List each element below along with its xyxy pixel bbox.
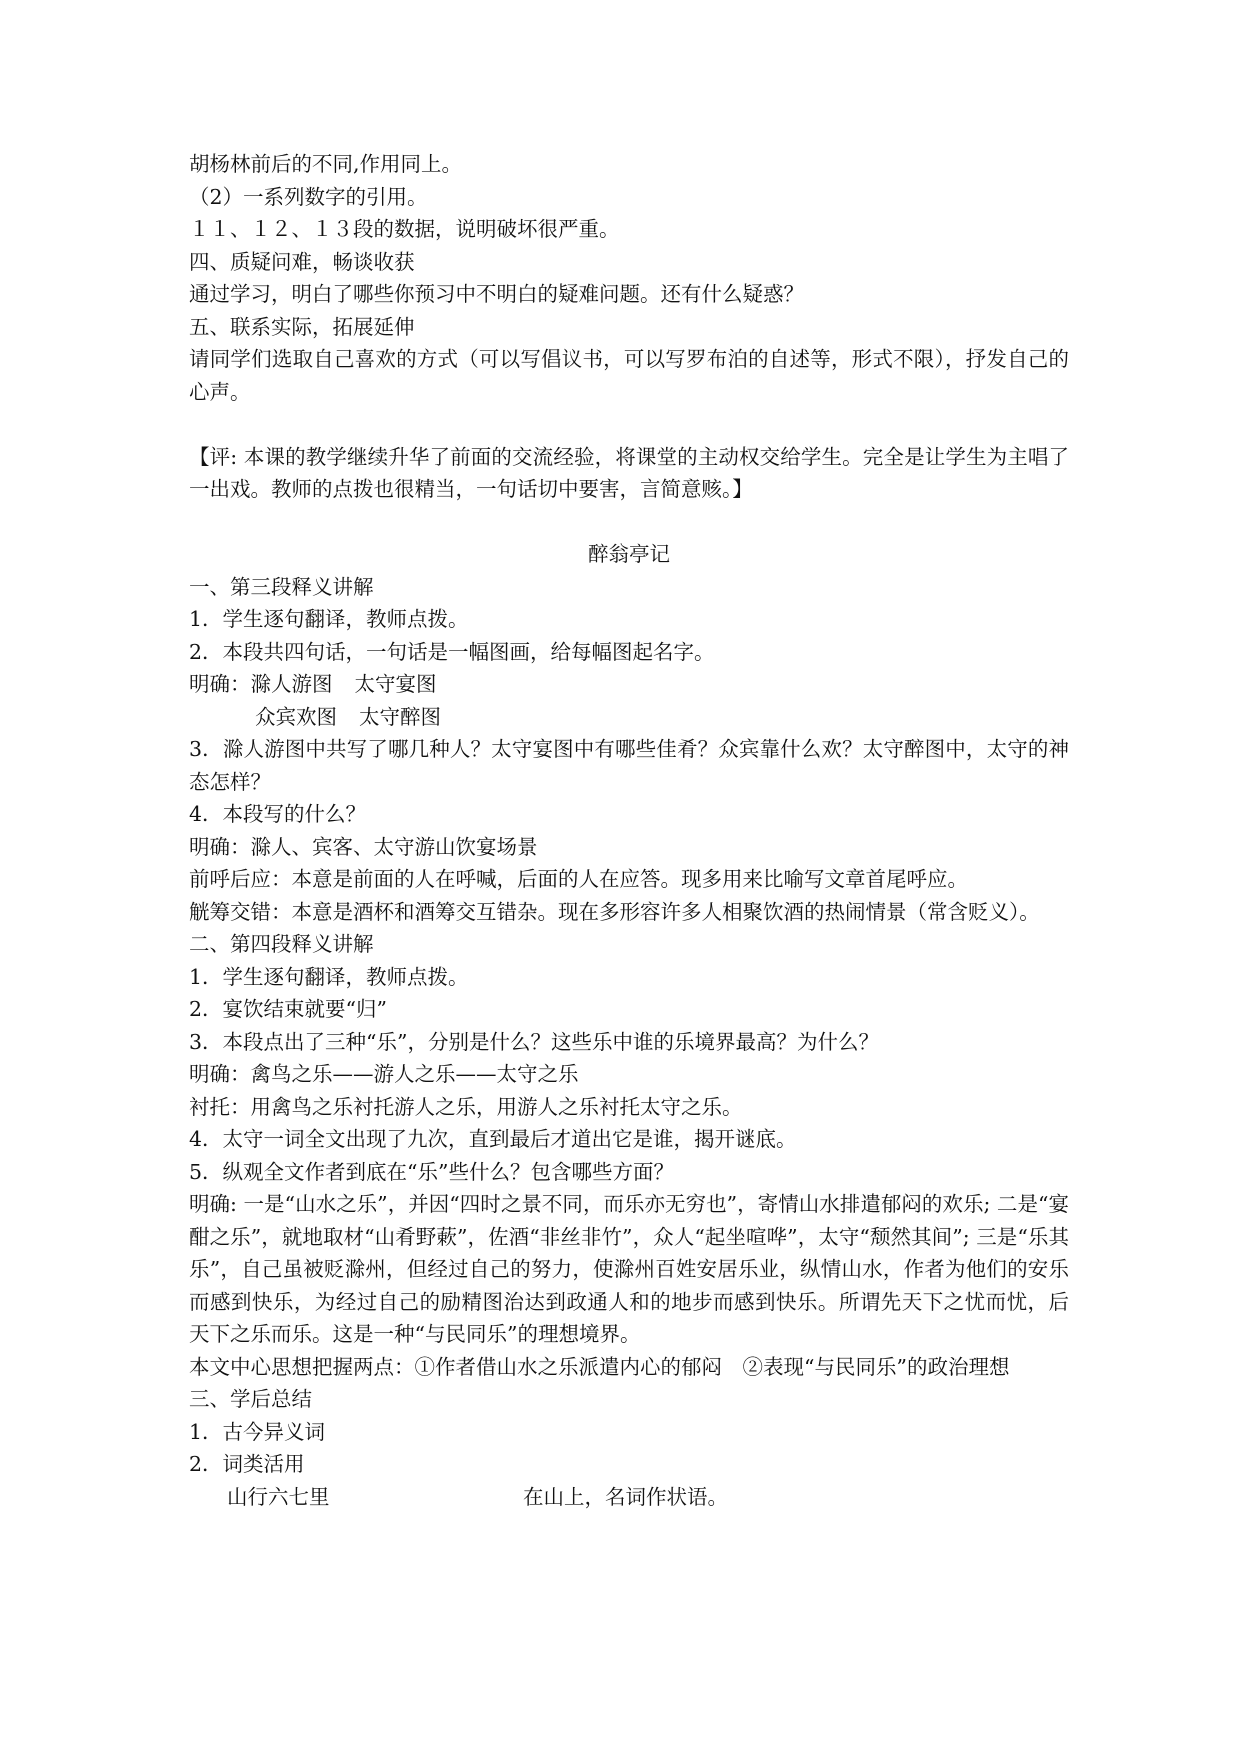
section-heading: 五、联系实际，拓展延伸 bbox=[189, 314, 415, 339]
section-heading: 二、第四段释义讲解 bbox=[189, 932, 374, 956]
example-note: 在山上，名词作状语。 bbox=[523, 1484, 728, 1509]
picture-name: 众宾欢图 bbox=[255, 704, 337, 729]
list-item: 1．学生逐句翻译，教师点拨。 bbox=[189, 964, 469, 989]
text-line: １１、１２、１３段的数据，说明破坏很严重。 bbox=[189, 217, 620, 241]
central-idea: 本文中心思想把握两点：①作者借山水之乐派遣内心的郁闷 ②表现“与民同乐”的政治理想 bbox=[189, 1354, 1010, 1379]
list-item: 3．滁人游图中共写了哪几种人？太守宴图中有哪些佳肴？众宾靠什么欢？太守醉图中，太守的神态怎样？ bbox=[189, 737, 1069, 794]
answer-label: 明确： bbox=[189, 672, 251, 696]
picture-name: 滁人游图 bbox=[250, 672, 333, 696]
term-explanation: 觥筹交错：本意是酒杯和酒筹交互错杂。现在多形容许多人相聚饮酒的热闹情景（常含贬义）。 bbox=[189, 899, 1040, 924]
section-heading: 一、第三段释义讲解 bbox=[189, 574, 374, 599]
term-explanation: 前呼后应：本意是前面的人在呼喊，后面的人在应答。现多用来比喻写文章首尾呼应。 bbox=[189, 867, 968, 891]
example-phrase: 山行六七里 bbox=[227, 1484, 330, 1509]
blank-line bbox=[189, 506, 1069, 539]
answer-line: 明确：滁人、宾客、太守游山饮宴场景 bbox=[189, 834, 538, 859]
document-page bbox=[189, 148, 1069, 1513]
contrast-line: 衬托：用禽鸟之乐衬托游人之乐，用游人之乐衬托太守之乐。 bbox=[189, 1094, 743, 1119]
usage-example bbox=[189, 1481, 1069, 1514]
picture-name: 太守宴图 bbox=[354, 672, 437, 696]
review-comment: 【评: 本课的教学继续升华了前面的交流经验，将课堂的主动权交给学生。完全是让学生为主唱了一出戏。教师的点拨也很精当，一句话切中要害，言简意赅。】 bbox=[189, 444, 1069, 501]
text-line: 通过学习，明白了哪些你预习中不明白的疑难问题。还有什么疑惑？ bbox=[189, 282, 804, 306]
text-line: 胡杨林前后的不同,作用同上。 bbox=[189, 152, 463, 176]
list-item: 3．本段点出了三种“乐”，分别是什么？这些乐中谁的乐境界最高？为什么？ bbox=[189, 1029, 880, 1054]
section-heading: 三、学后总结 bbox=[189, 1387, 312, 1411]
paragraph-invite: 请同学们选取自己喜欢的方式（可以写倡议书，可以写罗布泊的自述等，形式不限），抒发自己的心声。 bbox=[189, 347, 1069, 404]
list-item: 4．太守一词全文出现了九次，直到最后才道出它是谁，揭开谜底。 bbox=[189, 1127, 797, 1151]
list-item: 2．词类活用 bbox=[189, 1452, 305, 1476]
answer-line bbox=[189, 701, 1069, 734]
text-line: （2）一系列数字的引用。 bbox=[189, 184, 428, 209]
list-item: 1．古今异义词 bbox=[189, 1419, 326, 1444]
section-heading: 四、质疑问难，畅谈收获 bbox=[189, 249, 415, 274]
answer-paragraph: 明确: 一是“山水之乐”，并因“四时之景不同，而乐亦无穷也”，寄情山水排遣郁闷的欢乐; 二是“宴酣之乐”，就地取材“山肴野蔌”，佐酒“非丝非竹”，众人“起坐喧哗”，太守“颓然其间”; 三是“乐其乐”，自己虽被贬滁州，但经过自己的努力，使滁州百姓安居乐业，纵情山水，作者为他们的安乐而感到快乐，为经过自己的励精图治达到政通人和的地步而感到快乐。所谓先天下之忧而忧，后天下之乐而乐。这是一种“与民同乐”的理想境界。 bbox=[189, 1192, 1069, 1346]
list-item: 5．纵观全文作者到底在“乐”些什么？包含哪些方面？ bbox=[189, 1159, 675, 1184]
answer-line bbox=[189, 668, 1069, 701]
picture-name: 太守醉图 bbox=[359, 704, 441, 729]
answer-line: 明确：禽鸟之乐——游人之乐——太守之乐 bbox=[189, 1062, 579, 1086]
list-item: 1．学生逐句翻译，教师点拨。 bbox=[189, 607, 469, 631]
lesson-title: 醉翁亭记 bbox=[588, 542, 670, 566]
list-item: 2．本段共四句话，一句话是一幅图画，给每幅图起名字。 bbox=[189, 639, 715, 664]
list-item: 4．本段写的什么？ bbox=[189, 802, 367, 826]
blank-line bbox=[189, 408, 1069, 441]
list-item: 2．宴饮结束就要“归” bbox=[189, 997, 388, 1021]
